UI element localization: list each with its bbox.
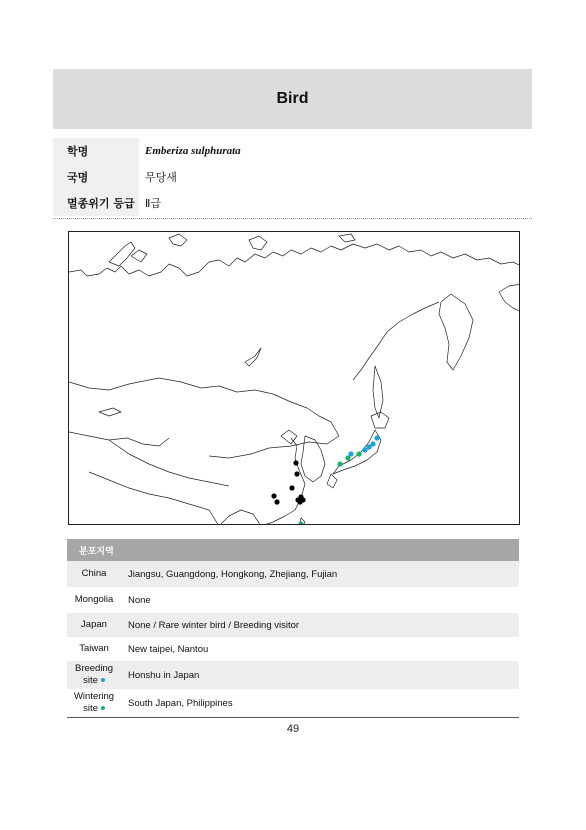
map-border-tibet xyxy=(109,440,229,486)
map-se-asia xyxy=(219,510,261,525)
region-name: Japan xyxy=(81,619,107,630)
breeding-marker xyxy=(374,435,379,440)
map-border-central xyxy=(69,432,169,446)
table-row xyxy=(67,661,519,689)
map-lake-baikal xyxy=(245,348,261,366)
info-row-korean-name xyxy=(53,164,532,190)
occurrence-marker xyxy=(271,493,276,498)
map-japan-kyushu xyxy=(327,474,337,488)
region-value: Jiangsu, Guangdong, Hongkong, Zhejiang, Fujian xyxy=(128,568,338,580)
breeding-site-label xyxy=(67,663,121,687)
map-island-svalbard xyxy=(169,234,187,246)
map-lake-balkhash xyxy=(99,408,121,416)
korean-name: 무당새 xyxy=(145,171,177,184)
map-japan-honshu xyxy=(333,430,381,474)
map-border-china-north xyxy=(209,416,339,458)
region-name: China xyxy=(81,568,107,579)
wintering-marker xyxy=(345,455,350,460)
distribution-table xyxy=(67,539,519,718)
occurrence-marker xyxy=(294,471,299,476)
wintering-marker xyxy=(298,521,303,525)
region-value: New taipei, Nantou xyxy=(128,643,209,655)
map-island-severnaya xyxy=(249,236,267,250)
wintering-marker xyxy=(337,461,342,466)
header-band xyxy=(53,69,532,129)
breeding-value: Honshu in Japan xyxy=(128,669,200,681)
region-name: Taiwan xyxy=(79,643,109,654)
map-kamchatka xyxy=(439,294,473,370)
table-row xyxy=(67,637,519,661)
wintering-value: South Japan, Philippines xyxy=(128,697,233,709)
scientific-name: Emberiza sulphurata xyxy=(145,145,241,157)
wintering-marker xyxy=(356,451,361,456)
info-label: 멸종위기 등급 xyxy=(53,190,139,216)
region-name: Mongolia xyxy=(74,594,114,605)
breeding-marker xyxy=(362,447,367,452)
map-bohai xyxy=(281,430,297,444)
wintering-label-line2: site xyxy=(67,703,121,715)
map-island-novaya xyxy=(109,242,135,266)
table-row xyxy=(67,561,519,587)
wintering-site-label xyxy=(67,691,121,715)
divider xyxy=(53,218,532,219)
map-svg xyxy=(69,232,520,525)
wintering-label-line1: Wintering xyxy=(73,691,115,702)
map-border-mongolia xyxy=(139,378,319,416)
breeding-label-line1: Breeding xyxy=(74,663,114,674)
info-row-scientific-name xyxy=(53,138,532,164)
occurrence-marker xyxy=(289,485,294,490)
distribution-map xyxy=(68,231,520,525)
map-sakhalin xyxy=(373,366,383,418)
map-china-coast xyxy=(261,438,305,525)
distribution-heading: 분포지역 xyxy=(67,539,519,561)
wintering-dot-icon xyxy=(101,706,105,710)
occurrence-marker xyxy=(293,460,298,465)
page-title: Bird xyxy=(276,90,309,107)
info-label: 국명 xyxy=(53,164,139,190)
map-coastline-north xyxy=(69,244,520,276)
table-row xyxy=(67,587,519,613)
occurrence-marker xyxy=(274,499,279,504)
endangered-grade: Ⅱ급 xyxy=(145,197,162,210)
table-row xyxy=(67,689,519,717)
breeding-label-line2: site xyxy=(67,675,121,687)
map-island-new-siberian xyxy=(339,234,355,242)
breeding-dot-icon xyxy=(101,678,105,682)
map-border-kazakh xyxy=(69,382,139,390)
info-row-endangered-grade xyxy=(53,190,532,216)
region-value: None / Rare winter bird / Breeding visitor xyxy=(128,619,300,631)
page-number: 49 xyxy=(286,723,300,735)
occurrence-marker xyxy=(300,497,305,502)
species-info xyxy=(53,138,532,216)
table-bottom-rule xyxy=(67,717,519,718)
occurrence-marker xyxy=(295,497,300,502)
map-island-franz-josef xyxy=(131,250,147,262)
map-okhotsk-coast xyxy=(353,302,439,380)
info-label: 학명 xyxy=(53,138,139,164)
table-row xyxy=(67,613,519,637)
region-value: None xyxy=(128,594,151,606)
map-alaska xyxy=(499,284,520,312)
